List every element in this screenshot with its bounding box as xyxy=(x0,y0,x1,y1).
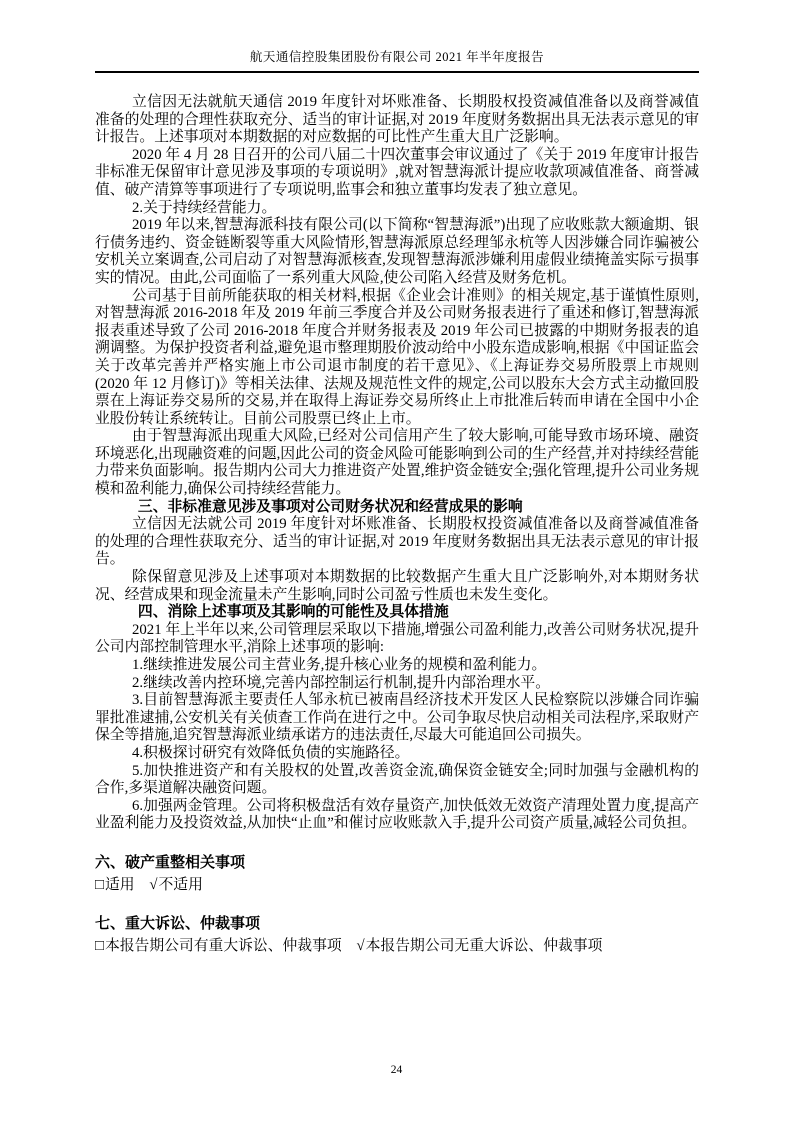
option-no-litigation xyxy=(357,938,603,954)
paragraph: 立信因无法就公司 2019 年度针对坏账准备、长期股权投资减值准备以及商誉减值准备的处理的合理性获取充分、适当的审计证据,对 2019 年度财务数据出具无法表示意见的审计报告。 xyxy=(95,516,699,568)
paragraph: 2.继续改善内控环境,完善内部控制运行机制,提升内部治理水平。 xyxy=(132,674,551,691)
paragraph: 4.积极探讨研究有效降低负债的实施路径。 xyxy=(132,744,410,761)
option-has-litigation xyxy=(95,938,342,954)
report-title: 航天通信控股集团股份有限公司 2021 年半年度报告 xyxy=(249,50,545,64)
paragraph: 2019 年以来,智慧海派科技有限公司(以下简称“智慧海派”)出现了应收账款大额逾期、银行债务违约、资金链断裂等重大风险情形,智慧海派原总经理邹永杭等人因涉嫌合同诈骗被公安机关立案调查,公司启动了对智慧海派核查,发现智慧海派涉嫌利用虚假业绩掩盖实际亏损事实的情况。由此,公司面临了一系列重大风险,使公司陷入经营及财务危机。 xyxy=(95,217,699,286)
inline-section-heading: 四、消除上述事项及其影响的可能性及具体措施 xyxy=(137,604,449,621)
paragraph: 立信因无法就航天通信 2019 年度针对坏账准备、长期股权投资减值准备以及商誉减值准备的处理的合理性获取充分、适当的审计证据,对 2019 年度财务数据出具无法表示意见的审计报告。上述事项对本期数据的对应数据的可比性产生重大且广泛影响。 xyxy=(95,94,699,146)
checkmark-icon: √ xyxy=(149,876,158,893)
option-label: 本报告期公司无重大诉讼、仲裁事项 xyxy=(365,937,603,954)
option-label: 不适用 xyxy=(158,876,203,893)
paragraph: 公司基于目前所能获取的相关材料,根据《企业会计准则》的相关规定,基于谨慎性原则,对智慧海派 2016-2018 年及 2019 年前三季度合并及公司财务报表进行了重述和修订,智慧海派报表重述导致了公司 2016-2018 年度合并财务报表及 2019 年公司已披露的中期财务报表的追溯调整。为保护投资者利益,避免退市整理期股价波动给中小股东造成影响,根据《中国证监会关于改革完善并严格实施上市公司退市制度的若干意见》、《上海证券交易所股票上市规则(2020 年 12 月修订)》等相关法律、法规及规范性文件的规定,公司以股东大会方式主动撤回股票在上海证券交易所的交易,并在取得上海证券交易所终止上市批准后转而申请在全国中小企业股份转让系统转让。目前公司股票已终止上市。 xyxy=(95,287,699,427)
section-heading: 六、破产重整相关事项 xyxy=(95,854,246,871)
paragraph: 2020 年 4 月 28 日召开的公司八届二十四次董事会审议通过了《关于 2019 年度审计报告非标准无保留审计意见涉及事项的专项说明》,就对智慧海派计提应收款项减值准备、商誉减值、破产清算等事项进行了专项说明,监事会和独立董事均发表了独立意见。 xyxy=(95,146,699,198)
page-number: 24 xyxy=(390,1064,403,1076)
option-line xyxy=(95,938,699,956)
paragraph: 2.关于持续经营能力。 xyxy=(132,199,277,216)
paragraph: 由于智慧海派出现重大风险,已经对公司信用产生了较大影响,可能导致市场环境、融资环境恶化,出现融资难的问题,因此公司的资金风险可能影响到公司的生产经营,并对持续经营能力带来负面影响。报告期内公司大力推进资产处置,维护资金链安全;强化管理,提升公司业务规模和盈利能力,确保公司持续经营能力。 xyxy=(95,428,699,498)
checkmark-icon: √ xyxy=(356,937,365,954)
section-bankruptcy-reorganization xyxy=(95,855,699,894)
checkbox-unchecked-icon: □ xyxy=(95,937,104,954)
paragraph: 6.加强两金管理。公司将积极盘活有效存量资产,加快低效无效资产清理处置力度,提高产业盈利能力及投资效益,从加快“止血”和催讨应收账款入手,提升公司资产质量,减轻公司负担。 xyxy=(95,797,699,832)
option-line xyxy=(95,877,699,895)
paragraph: 2021 年上半年以来,公司管理层采取以下措施,增强公司盈利能力,改善公司财务状况,提升公司内部控制管理水平,消除上述事项的影响: xyxy=(95,621,699,656)
option-label: 适用 xyxy=(104,876,135,893)
header-divider xyxy=(95,71,699,73)
paragraph: 1.继续推进发展公司主营业务,提升核心业务的规模和盈利能力。 xyxy=(132,657,547,673)
inline-section-heading: 三、非标准意见涉及事项对公司财务状况和经营成果的影响 xyxy=(137,498,523,515)
paragraph: 除保留意见涉及上述事项对本期数据的比较数据产生重大且广泛影响外,对本期财务状况、经营成果和现金流量未产生影响,同时公司盈亏性质也未发生变化。 xyxy=(95,569,699,603)
checkbox-unchecked-icon: □ xyxy=(95,876,104,893)
section-litigation-arbitration xyxy=(95,916,699,955)
paragraph: 3.目前智慧海派主要责任人邹永杭已被南昌经济技术开发区人民检察院以涉嫌合同诈骗罪批准逮捕,公安机关有关侦查工作尚在进行之中。公司争取尽快启动相关司法程序,采取财产保全等措施,追究智慧海派业绩承诺方的违法责任,尽最大可能追回公司损失。 xyxy=(95,692,699,744)
document-body xyxy=(95,94,699,955)
option-not-applicable xyxy=(149,877,203,893)
option-applicable xyxy=(95,877,135,893)
page-header xyxy=(95,47,699,73)
section-heading: 七、重大诉讼、仲裁事项 xyxy=(95,916,261,933)
paragraph: 5.加快推进资产和有关股权的处置,改善资金流,确保资金链安全;同时加强与金融机构的合作,多渠道解决融资问题。 xyxy=(95,762,699,797)
option-label: 本报告期公司有重大诉讼、仲裁事项 xyxy=(104,937,342,954)
paragraph-list xyxy=(95,94,699,833)
page-footer xyxy=(0,1064,793,1076)
